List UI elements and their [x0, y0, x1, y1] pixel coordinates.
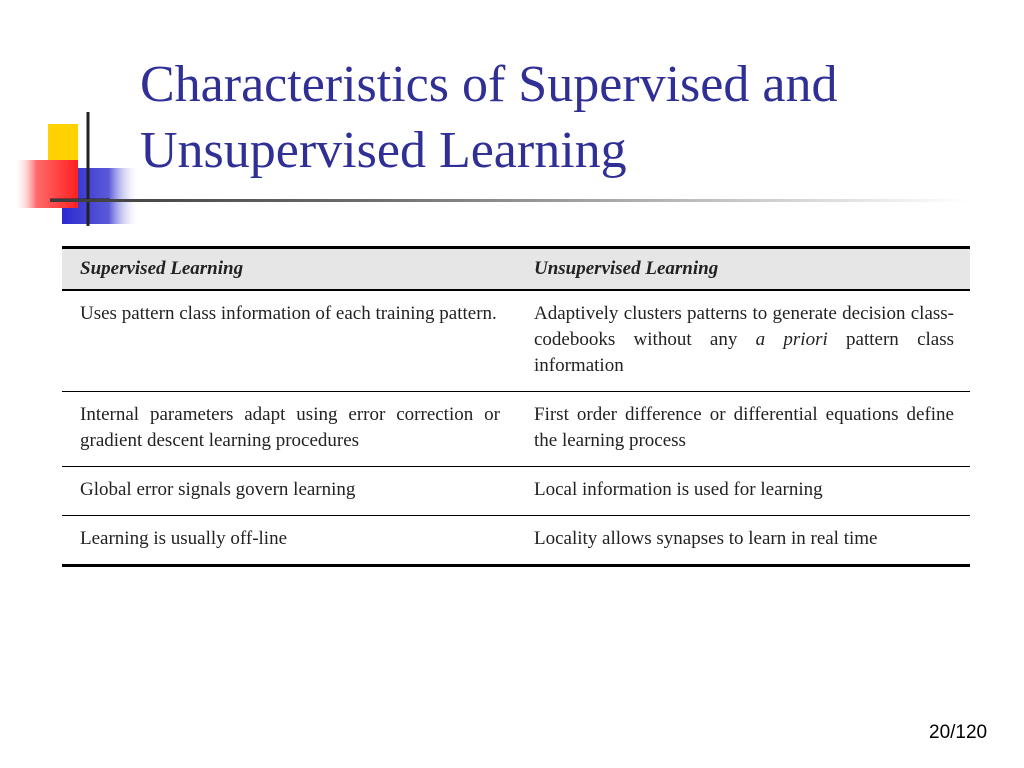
cell-text: Global error signals govern learning — [80, 479, 356, 500]
yellow-square — [48, 124, 78, 164]
slide-title-line-1: Characteristics of Supervised and — [140, 56, 838, 113]
cell-unsupervised — [516, 467, 970, 516]
decorative-squares — [0, 0, 160, 240]
header-unsupervised: Unsupervised Learning — [516, 249, 970, 290]
cell-text: Learning is usually off-line — [80, 528, 288, 549]
cell-supervised — [62, 516, 516, 565]
table-row — [62, 290, 970, 392]
cell-text: Local information is used for learning — [534, 479, 823, 500]
cell-text: Adaptively clusters patterns to generate decision class-codebooks without any — [534, 303, 954, 350]
page-number: 20/120 — [929, 722, 988, 743]
cell-unsupervised — [516, 290, 970, 392]
cell-unsupervised — [516, 392, 970, 467]
table-row — [62, 516, 970, 565]
cell-supervised — [62, 467, 516, 516]
header-supervised: Supervised Learning — [62, 249, 516, 290]
table-row — [62, 392, 970, 467]
cell-text: pattern class information — [534, 329, 954, 376]
comparison-table — [62, 246, 970, 567]
cell-italic-text: a priori — [755, 329, 828, 350]
title-underline — [50, 199, 970, 202]
table-row — [62, 467, 970, 516]
cell-unsupervised — [516, 516, 970, 565]
slide-title-line-2: Unsupervised Learning — [140, 122, 627, 179]
cell-text: Uses pattern class information of each training pattern. — [80, 303, 497, 324]
cell-text: Locality allows synapses to learn in real time — [534, 528, 878, 549]
cell-supervised — [62, 290, 516, 392]
table-header-row — [62, 249, 970, 290]
cell-text: First order difference or differential equations define the learning process — [534, 404, 954, 451]
cell-text: Internal parameters adapt using error correction or gradient descent learning procedures — [80, 404, 500, 451]
slide-title — [140, 52, 1000, 184]
cell-supervised — [62, 392, 516, 467]
